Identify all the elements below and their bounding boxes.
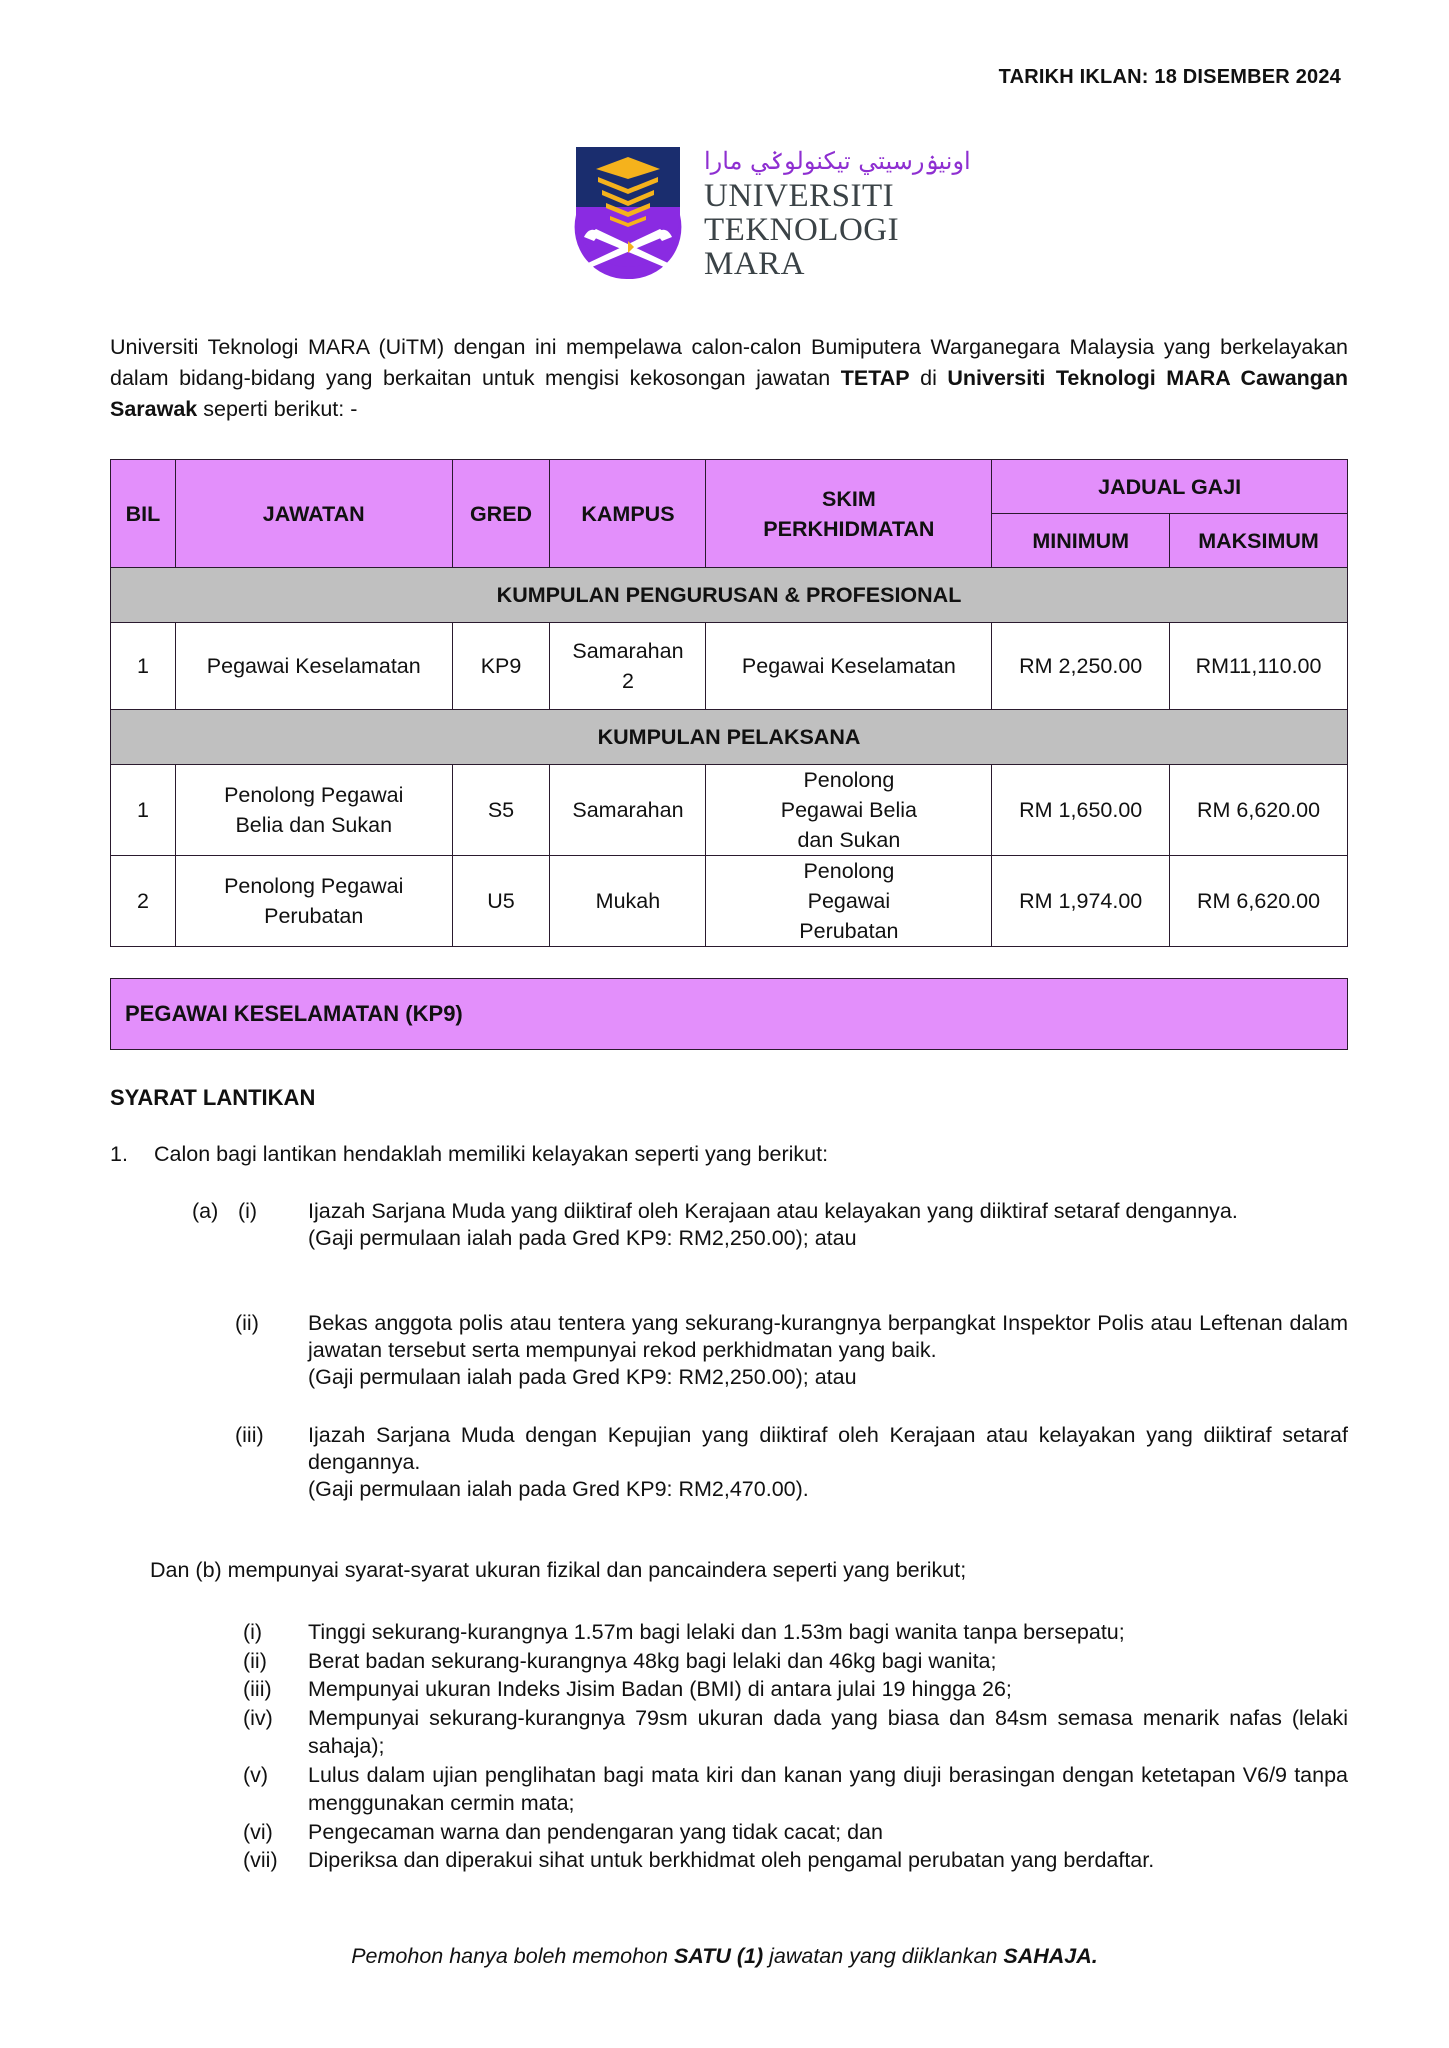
list-item: (v) Lulus dalam ujian penglihatan bagi mata kiri dan kanan yang diuji berasingan dengan ketetapan V6/9 tanpa menggunakan cermin mata; bbox=[243, 1762, 1348, 1815]
cell-bil: 2 bbox=[111, 856, 176, 947]
requirement-intro: 1. Calon bagi lantikan hendaklah memiliki kelayakan seperti yang berikut: bbox=[110, 1142, 829, 1166]
cell-jawatan: Penolong Pegawai Belia dan Sukan bbox=[175, 765, 452, 856]
qualification-label-a: (a) bbox=[192, 1199, 219, 1223]
cell-minimum: RM 1,974.00 bbox=[992, 856, 1170, 947]
logo-jawi-text: اونيۏرسيتي تيكنولوݢي مارا bbox=[704, 147, 971, 175]
starting-salary-note: (Gaji permulaan ialah pada Gred KP9: RM2,250.00); atau bbox=[308, 1365, 857, 1389]
intro-bold-tetap: TETAP bbox=[840, 366, 910, 390]
list-item: (iv) Mempunyai sekurang-kurangnya 79sm ukuran dada yang biasa dan 84sm semasa menarik nafas (lelaki sahaja); bbox=[243, 1705, 1348, 1758]
qualification-item: (iii) Ijazah Sarjana Muda dengan Kepujian yang diiktiraf oleh Kerajaan atau kelayakan yang diiktiraf setaraf dengannya. (Gaji permulaan ialah pada Gred KP9: RM2,470.00). bbox=[235, 1423, 1348, 1501]
qualification-label: (ii) bbox=[235, 1311, 259, 1335]
cell-maksimum: RM 6,620.00 bbox=[1170, 856, 1348, 947]
qualification-label: (i) bbox=[238, 1199, 258, 1223]
table-row bbox=[111, 765, 1348, 856]
cell-gred: U5 bbox=[452, 856, 550, 947]
list-item: (ii) Berat badan sekurang-kurangnya 48kg bagi lelaki dan 46kg bagi wanita; bbox=[243, 1648, 997, 1673]
cell-kampus: Mukah bbox=[550, 856, 706, 947]
header-skim: SKIM PERKHIDMATAN bbox=[706, 460, 992, 568]
group-title: KUMPULAN PENGURUSAN & PROFESIONAL bbox=[111, 568, 1348, 623]
cell-maksimum: RM11,110.00 bbox=[1170, 623, 1348, 710]
header-kampus: KAMPUS bbox=[550, 460, 706, 568]
header-jawatan: JAWATAN bbox=[175, 460, 452, 568]
cell-jawatan: Pegawai Keselamatan bbox=[175, 623, 452, 710]
cell-kampus: Samarahan 2 bbox=[550, 623, 706, 710]
logo-line-mara: MARA bbox=[704, 246, 806, 282]
cell-kampus: Samarahan bbox=[550, 765, 706, 856]
physical-requirements-list bbox=[243, 1618, 1348, 1875]
group-row bbox=[111, 710, 1348, 765]
qualification-label: (iii) bbox=[235, 1423, 264, 1447]
requirement-number: 1. bbox=[110, 1142, 128, 1166]
cell-jawatan: Penolong Pegawai Perubatan bbox=[175, 856, 452, 947]
syarat-lantikan-heading: SYARAT LANTIKAN bbox=[110, 1085, 316, 1110]
starting-salary-note: (Gaji permulaan ialah pada Gred KP9: RM2,250.00); atau bbox=[308, 1226, 857, 1250]
application-note: Pemohon hanya boleh memohon SATU (1) jawatan yang diiklankan SAHAJA. bbox=[351, 1944, 1098, 1968]
qualification-item: (a) (i) Ijazah Sarjana Muda yang diiktiraf oleh Kerajaan atau kelayakan yang diiktiraf setaraf dengannya. (Gaji permulaan ialah pada Gred KP9: RM2,250.00); atau bbox=[192, 1198, 1348, 1252]
table-row bbox=[111, 623, 1348, 710]
list-item: (iii) Mempunyai ukuran Indeks Jisim Badan (BMI) di antara julai 19 hingga 26; bbox=[243, 1677, 1012, 1701]
cell-minimum: RM 2,250.00 bbox=[992, 623, 1170, 710]
intro-paragraph: Universiti Teknologi MARA (UiTM) dengan ini mempelawa calon-calon Bumiputera Warganegara Malaysia yang berkelayakan dalam bidang-bidang yang berkaitan untuk mengisi kekosongan jawatan TETAP di Universiti Teknologi MARA Cawangan Sarawak seperti berikut: - bbox=[110, 335, 1349, 421]
cell-skim: Penolong Pegawai Perubatan bbox=[706, 856, 992, 947]
qualification-item: (ii) Bekas anggota polis atau tentera yang sekurang-kurangnya berpangkat Inspektor Polis atau Leftenan dalam jawatan tersebut serta mempunyai rekod perkhidmatan yang baik. (Gaji permulaan ialah pada Gred KP9: RM2,250.00); atau bbox=[235, 1311, 1348, 1389]
logo-wordmark bbox=[704, 179, 899, 281]
logo-line-universiti: UNIVERSITI bbox=[704, 178, 895, 214]
table-row bbox=[111, 856, 1348, 947]
list-item: (i) Tinggi sekurang-kurangnya 1.57m bagi lelaki dan 1.53m bagi wanita tanpa bersepatu; bbox=[243, 1620, 1125, 1644]
list-item: (vi) Pengecaman warna dan pendengaran yang tidak cacat; dan bbox=[243, 1819, 883, 1844]
starting-salary-note: (Gaji permulaan ialah pada Gred KP9: RM2,470.00). bbox=[308, 1477, 809, 1501]
cell-bil: 1 bbox=[111, 765, 176, 856]
cell-skim: Pegawai Keselamatan bbox=[706, 623, 992, 710]
header-bil: BIL bbox=[111, 460, 176, 568]
cell-gred: KP9 bbox=[452, 623, 550, 710]
cell-bil: 1 bbox=[111, 623, 176, 710]
uitm-logo bbox=[574, 145, 971, 285]
physical-requirements-intro: Dan (b) mempunyai syarat-syarat ukuran fizikal dan pancaindera seperti yang berikut; bbox=[150, 1558, 967, 1582]
list-item: (vii) Diperiksa dan diperakui sihat untuk berkhidmat oleh pengamal perubatan yang berdaftar. bbox=[243, 1848, 1155, 1872]
cell-minimum: RM 1,650.00 bbox=[992, 765, 1170, 856]
logo-line-teknologi: TEKNOLOGI bbox=[704, 212, 900, 248]
group-row bbox=[111, 568, 1348, 623]
header-gred: GRED bbox=[452, 460, 550, 568]
header-minimum: MINIMUM bbox=[992, 514, 1170, 568]
cell-skim: Penolong Pegawai Belia dan Sukan bbox=[706, 765, 992, 856]
uitm-shield-icon bbox=[574, 145, 682, 281]
group-title: KUMPULAN PELAKSANA bbox=[111, 710, 1348, 765]
intro-bold-campus: Universiti Teknologi MARA Cawangan Sarawak bbox=[110, 366, 1349, 421]
advertisement-date: TARIKH IKLAN: 18 DISEMBER 2024 bbox=[998, 66, 1341, 88]
position-section-header: PEGAWAI KESELAMATAN (KP9) bbox=[110, 978, 1348, 1050]
cell-gred: S5 bbox=[452, 765, 550, 856]
header-jadual-gaji: JADUAL GAJI bbox=[992, 460, 1348, 514]
header-maksimum: MAKSIMUM bbox=[1170, 514, 1348, 568]
cell-maksimum: RM 6,620.00 bbox=[1170, 765, 1348, 856]
vacancy-table bbox=[110, 459, 1348, 947]
